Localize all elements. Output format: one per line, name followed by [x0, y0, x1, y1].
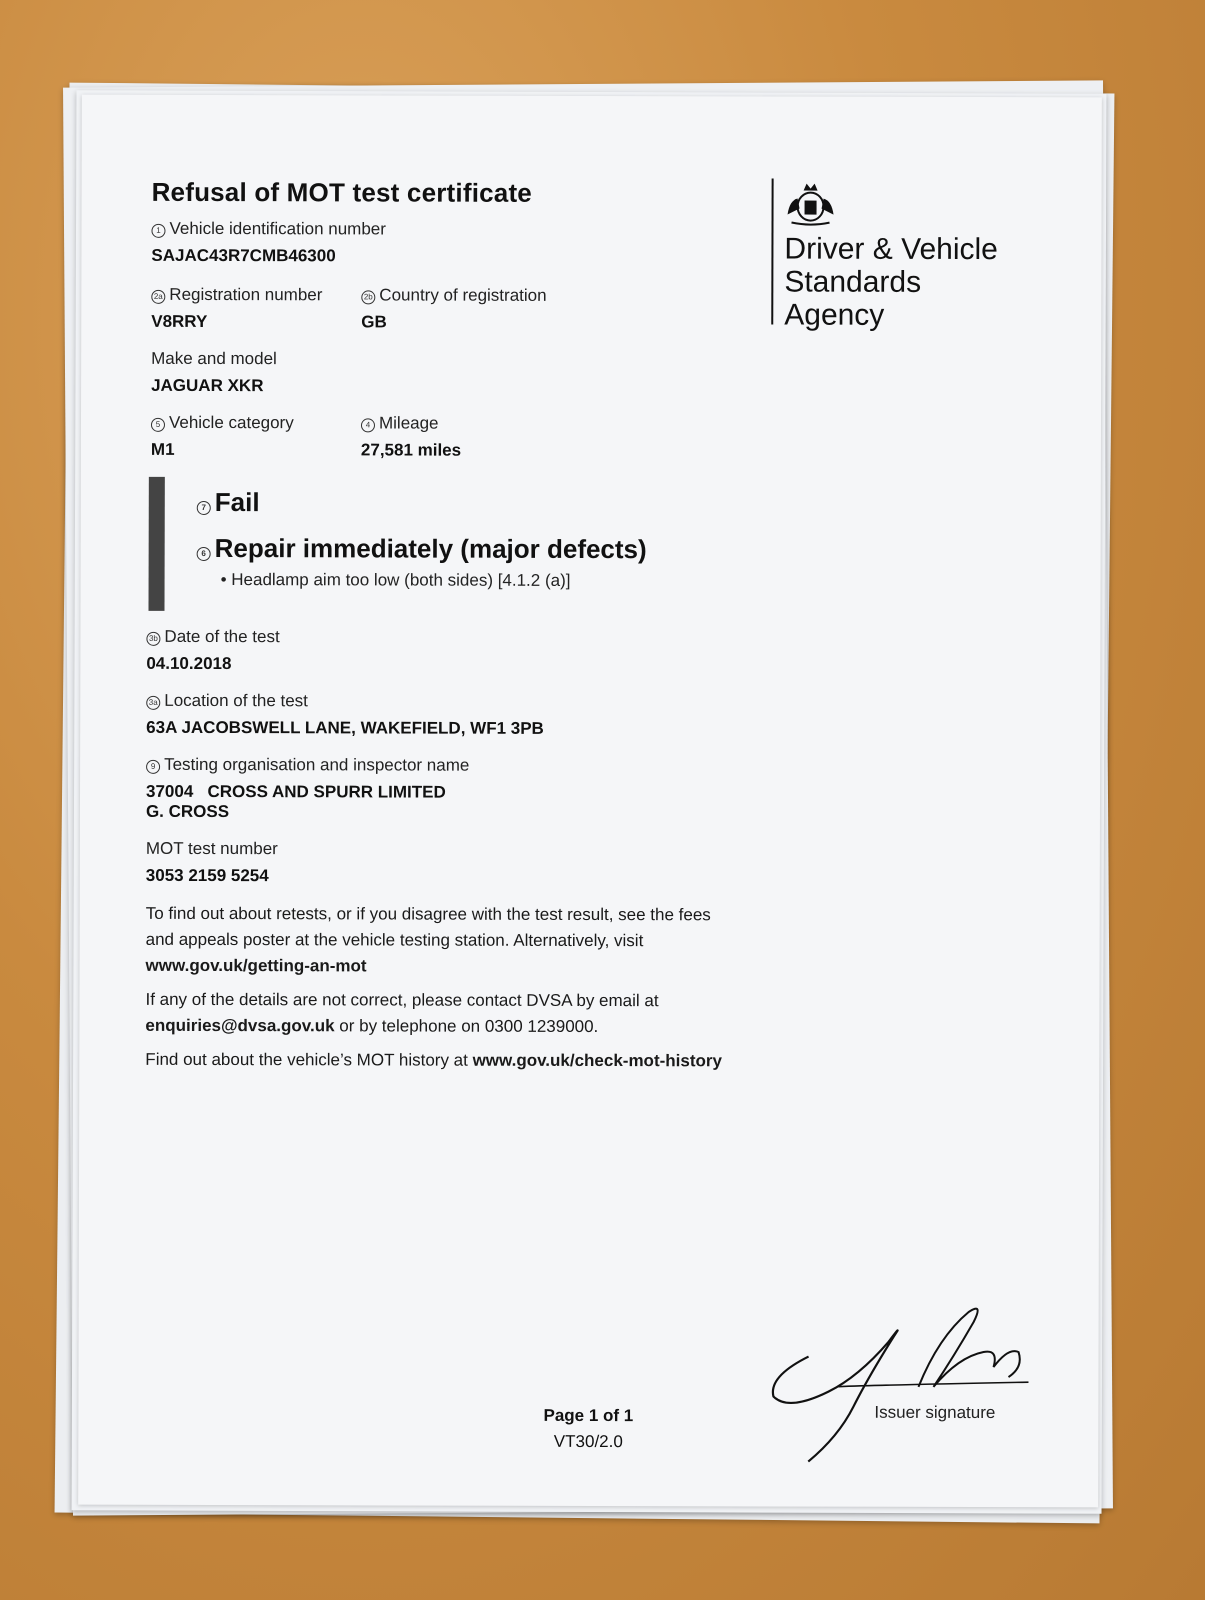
history-info-paragraph: Find out about the vehicle’s MOT history at www.gov.uk/check-mot-history — [145, 1049, 722, 1071]
defect-item: • Headlamp aim too low (both sides) [4.1.2 (a)] — [220, 570, 571, 590]
test-date-label: 3b Date of the test — [146, 627, 279, 647]
agency-name — [784, 233, 998, 333]
category-value: M1 — [150, 439, 175, 459]
make-model-value: JAGUAR XKR — [151, 375, 264, 396]
field-number-badge: 7 — [197, 501, 211, 515]
registration-value: V8RRY — [151, 311, 208, 331]
agency-line: Standards — [784, 265, 922, 299]
organisation-value: 37004 CROSS AND SPURR LIMITED — [145, 781, 446, 802]
vin-label: 1 Vehicle identification number — [151, 219, 385, 240]
category-label: 5 Vehicle category — [151, 413, 294, 433]
agency-rule — [771, 178, 773, 324]
field-number-badge: 2b — [361, 290, 375, 304]
field-number-badge: 5 — [151, 418, 165, 432]
field-number-badge: 6 — [197, 547, 211, 561]
form-code: VT30/2.0 — [553, 1431, 623, 1452]
page-number: Page 1 of 1 — [543, 1405, 634, 1426]
major-defects-heading: 6 Repair immediately (major defects) — [197, 533, 647, 565]
field-number-badge: 3b — [146, 632, 160, 646]
field-number-badge: 1 — [151, 224, 165, 238]
page-title: Refusal of MOT test certificate — [151, 176, 533, 208]
signature-label: Issuer signature — [874, 1402, 996, 1423]
dvsa-email-link[interactable]: enquiries@dvsa.gov.uk — [145, 1015, 335, 1036]
location-value: 63A JACOBSWELL LANE, WAKEFIELD, WF1 3PB — [146, 717, 544, 738]
royal-crest-icon — [782, 178, 840, 226]
country-label: 2b Country of registration — [361, 285, 546, 305]
registration-label: 2a Registration number — [151, 285, 322, 305]
check-mot-history-link[interactable]: www.gov.uk/check-mot-history — [472, 1050, 722, 1071]
test-number-value: 3053 2159 5254 — [145, 865, 269, 886]
inspector-name: G. CROSS — [145, 801, 230, 822]
certificate-page — [78, 95, 1102, 1508]
getting-an-mot-link[interactable]: www.gov.uk/getting-an-mot — [145, 955, 367, 976]
result-bar — [148, 477, 164, 611]
field-number-badge: 2a — [151, 290, 165, 304]
vin-value: SAJAC43R7CMB46300 — [151, 245, 336, 266]
make-model-label: Make and model — [151, 348, 277, 369]
field-number-badge: 4 — [361, 418, 375, 432]
retest-info-paragraph: To find out about retests, or if you disagree with the test result, see the fees and appeals poster at the vehicle testing station. Alternatively, visit www.gov.uk/getting-an-mot — [145, 903, 711, 976]
agency-line: Driver & Vehicle — [784, 232, 998, 267]
country-value: GB — [361, 312, 387, 332]
field-number-badge: 3a — [146, 696, 160, 710]
mileage-value: 27,581 miles — [360, 440, 462, 460]
issuer-signature-icon — [768, 1296, 1048, 1467]
result-fail: 7 Fail — [197, 487, 260, 518]
location-label: 3a Location of the test — [146, 691, 308, 711]
mileage-label: 4 Mileage — [361, 413, 439, 433]
agency-line: Agency — [784, 298, 885, 332]
test-number-label: MOT test number — [145, 838, 278, 859]
field-number-badge: 9 — [146, 760, 160, 774]
organisation-label: 9 Testing organisation and inspector name — [146, 755, 469, 776]
test-date-value: 04.10.2018 — [146, 653, 232, 674]
contact-info-paragraph: If any of the details are not correct, please contact DVSA by email at enquiries@dvsa.gov.uk or by telephone on 0300 1239000. — [145, 989, 659, 1037]
